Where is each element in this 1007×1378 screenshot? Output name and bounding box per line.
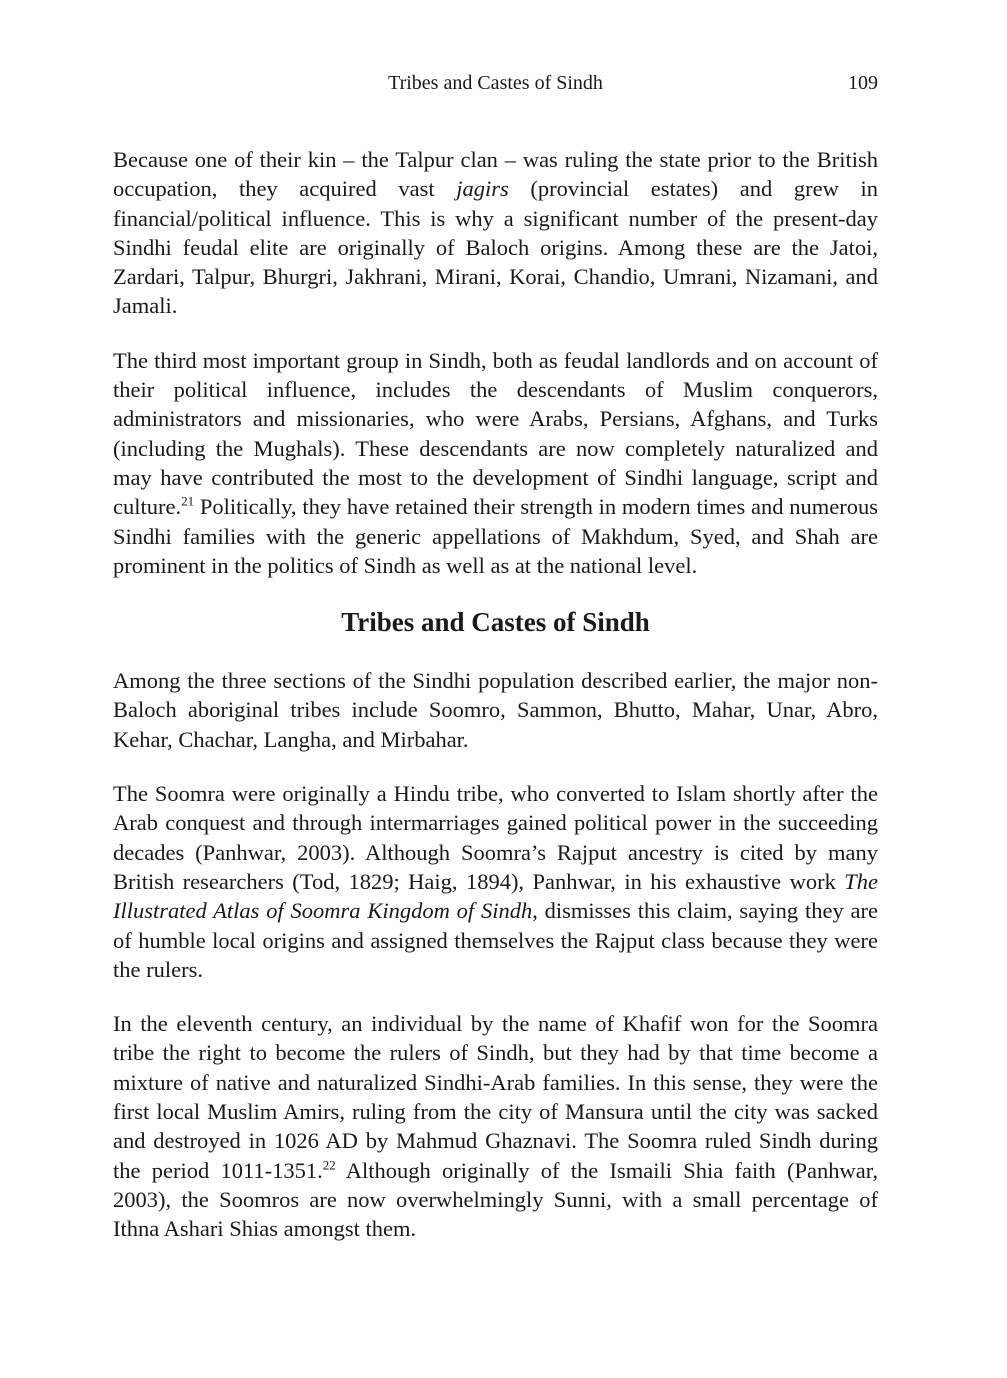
page-number: 109: [848, 72, 878, 94]
italic-book-title: The Illustrated Atlas of Soomra Kingdom of Sindh: [113, 868, 878, 924]
paragraph-soomra-origins: [113, 779, 878, 984]
body-text: [113, 145, 878, 1244]
paragraph-text: Among the three sections of the Sindhi population described earlier, the major non-Baloch aboriginal tribes include Soomro, Sammon, Bhutto, Mahar, Unar, Abro, Kehar, Chachar, Langha, and Mirbahar.: [113, 668, 878, 752]
paragraph-text: Politically, they have retained their strength in modern times and numerous Sindhi families with the generic appellations of Makhdum, Syed, and Shah are prominent in the politics of Sindh as well as at the national level.: [113, 494, 878, 578]
paragraph-text: Although originally of the Ismaili Shia faith (Panhwar, 2003), the Soomros are now overwhelmingly Sunni, with a small percentage of Ithna Ashari Shias amongst them.: [113, 1157, 878, 1242]
paragraph-text: , dismisses this claim, saying they are of humble local origins and assigned themselves the Rajput class because they were the rulers.: [113, 898, 878, 982]
paragraph-descendants-of-conquerors: [113, 346, 878, 580]
footnote-ref-21[interactable]: 21: [181, 493, 195, 509]
running-header: [113, 72, 878, 102]
paragraph-aboriginal-tribes: [113, 666, 878, 754]
paragraph-text: In the eleventh century, an individual by the name of Khafif won for the Soomra tribe the right to become the rulers of Sindh, but they had by that time become a mixture of native and naturalized Sindhi-Arab families. In this sense, they were the first local Muslim Amirs, ruling from the city of Mansura until the city was sacked and destroyed in 1026 AD by Mahmud Ghaznavi. The Soomra ruled Sindh during the period 1011-1351.: [113, 1011, 878, 1183]
paragraph-baloch-feudal-elite: [113, 145, 878, 321]
footnote-ref-22[interactable]: 22: [322, 1157, 336, 1173]
italic-term-jagirs: jagirs: [456, 176, 509, 202]
paragraph-text: Because one of their kin – the Talpur clan – was ruling the state prior to the British occupation, they acquired vast: [113, 147, 878, 202]
paragraph-text: (provincial estates) and grew in financial/political influence. This is why a significant number of the present-day Sindhi feudal elite are originally of Baloch origins. Among these are the Jatoi, Zardari, Talpur, Bhurgri, Jakhrani, Mirani, Korai, Chandio, Umrani, Nizamani, and Jamali.: [113, 176, 878, 319]
section-heading: Tribes and Castes of Sindh: [341, 607, 650, 638]
paragraph-text: The Soomra were originally a Hindu tribe, who converted to Islam shortly after the Arab conquest and through intermarriages gained political power in the succeeding decades (Panhwar, 2003). Although Soomra’s Rajput ancestry is cited by many British researchers (Tod, 1829; Haig, 1894), Panhwar, in his exhaustive work: [113, 781, 878, 894]
paragraph-soomra-rule: [113, 1009, 878, 1243]
paragraph-text: The third most important group in Sindh, both as feudal landlords and on account of their political influence, includes the descendants of Muslim conquerors, administrators and missionaries, who were Arabs, Persians, Afghans, and Turks (including the Mughals). These descendants are now completely naturalized and may have contributed the most to the development of Sindhi language, script and culture.: [113, 347, 878, 520]
running-title: Tribes and Castes of Sindh: [388, 72, 603, 94]
